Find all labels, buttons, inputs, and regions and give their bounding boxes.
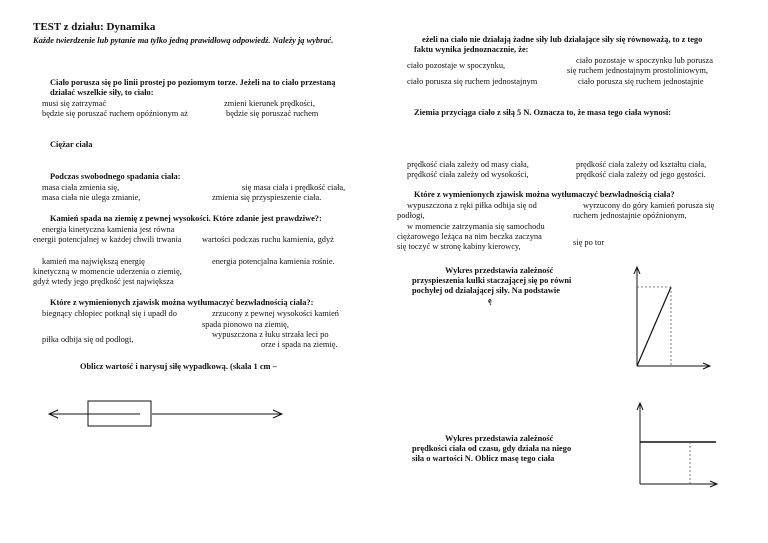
q4-answer-a-line2: energii potencjalnej w każdej chwili trwania	[33, 235, 182, 244]
q5-answer-c-line1[interactable]: piłka odbija się od podłogi,	[42, 335, 134, 344]
q9-answer-a-line1[interactable]: wypuszczona z ręki piłka odbija się od	[407, 201, 537, 210]
q5-answer-b-line1[interactable]: zrzucony z pewnej wysokości kamień	[212, 309, 339, 318]
q2-line1: Ciężar ciała	[50, 140, 93, 149]
graph-acceleration-vs-force	[625, 262, 715, 374]
q1-answer-c[interactable]: będzie się poruszać ruchem opóźnionym aż	[42, 109, 188, 118]
q9-answer-c-line2: ciężarowego leżąca na nim beczka zaczyna	[397, 232, 542, 241]
q3-answer-a[interactable]: masa ciała zmienia się,	[42, 183, 120, 192]
q9-answer-b-line1[interactable]: wyrzucony do góry kamień porusza się	[583, 201, 715, 210]
q9-answer-a-line2: podłogi,	[397, 211, 425, 220]
q5-answer-a-line1[interactable]: biegnący chłopiec potknął się i upadł do	[42, 309, 177, 318]
graph1-line	[637, 287, 671, 366]
q7-line1: eżeli na ciało nie działają żadne siły lub działające siły się równoważą, to z tego	[422, 35, 703, 44]
q3-answer-c[interactable]: masa ciała nie ulega zmianie,	[42, 193, 141, 202]
q7-answer-c[interactable]: ciało porusza się ruchem jednostajnym	[407, 77, 538, 86]
q10-line4: ę	[488, 296, 492, 305]
q7-answer-d[interactable]: ciało porusza się ruchem jednostajnie	[578, 77, 704, 86]
q1-answer-b[interactable]: zmieni kierunek prędkości,	[224, 99, 315, 108]
q3-answer-d[interactable]: zmienia się przyspieszenie ciała.	[212, 193, 322, 202]
q8-answer-a[interactable]: prędkość ciała zależy od masy ciała,	[407, 160, 529, 169]
q4-answer-b-line1[interactable]: wartości podczas ruchu kamienia, gdyż	[202, 235, 334, 244]
q5-answer-d-line1[interactable]: wypuszczona z łuku strzała leci po	[212, 330, 329, 339]
q8-answer-b[interactable]: prędkość ciała zależy od kształtu ciała,	[576, 160, 707, 169]
q5-line1: Które z wymienionych zjawisk można wytłumaczyć bezwładnością ciała?:	[50, 298, 314, 307]
q4-answer-d-line1[interactable]: energia potencjalna kamienia rośnie.	[212, 257, 335, 266]
page-subtitle: Każde twierdzenie lub pytanie ma tylko jedną prawidłową odpowiedź. Należy ją wybrać.	[33, 36, 334, 45]
q9-line1: Które z wymienionych zjawisk można wytłumaczyć bezwładnością ciała?	[414, 190, 675, 199]
q3-answer-b[interactable]: się masa ciała i prędkość ciała,	[242, 183, 346, 192]
q5-answer-d-line2: orze i spada na ziemię.	[261, 340, 338, 349]
q7-answer-b-line1[interactable]: ciało pozostaje w spoczynku lub porusza	[576, 56, 713, 65]
q9-answer-c-line3: się toczyć w stronę kabiny kierowcy,	[397, 242, 521, 251]
q1-answer-d[interactable]: będzie się poruszać ruchem	[226, 109, 319, 118]
q4-answer-c-line3: gdyż wtedy jego prędkość jest największa	[33, 277, 174, 286]
q1-line2: działać wszelkie siły, to ciało:	[50, 88, 154, 97]
q11-line3: siła o wartości N. Oblicz masę tego ciała	[412, 454, 555, 463]
q4-answer-a-line1[interactable]: energia kinetyczna kamienia jest równa	[42, 225, 175, 234]
force-diagram	[40, 392, 290, 436]
q8-line1: Ziemia przyciąga ciało z siłą 5 N. Oznacza to, że masa tego ciała wynosi:	[414, 108, 672, 117]
q8-answer-c[interactable]: prędkość ciała zależy od wysokości,	[407, 170, 529, 179]
q8-answer-d[interactable]: prędkość ciała zależy od jego gęstości.	[576, 170, 706, 179]
q4-answer-c-line2: kinetyczną w momencie uderzenia o ziemię,	[33, 267, 182, 276]
q11-line1: Wykres przedstawia zależność	[445, 434, 554, 443]
graph-velocity-vs-time	[632, 400, 722, 492]
q5-answer-b-line2: spada pionowo na ziemię,	[202, 320, 289, 329]
q6-line1: Oblicz wartość i narysuj siłę wypadkową. (skala 1 cm –	[80, 362, 277, 371]
page-title: TEST z działu: Dynamika	[33, 21, 156, 33]
q9-answer-d-line1[interactable]: się po tor	[573, 238, 605, 247]
q3-line1: Podczas swobodnego spadania ciała:	[50, 172, 181, 181]
q4-answer-c-line1[interactable]: kamień ma największą energię	[42, 257, 145, 266]
q11-line2: prędkości ciała od czasu, gdy działa na niego	[412, 444, 572, 453]
q7-line2: faktu wynika jednoznacznie, że:	[414, 45, 529, 54]
q10-line2: przyspieszenia kulki staczającej się po równi	[412, 276, 572, 285]
q1-answer-a[interactable]: musi się zatrzymać	[42, 99, 107, 108]
q9-answer-c-line1[interactable]: w momencie zatrzymania się samochodu	[407, 222, 545, 231]
q9-answer-b-line2: ruchem jednostajnie opóźnionym,	[573, 211, 687, 220]
q7-answer-a[interactable]: ciało pozostaje w spoczynku,	[407, 61, 506, 70]
q1-line1: Ciało porusza się po linii prostej po poziomym torze. Jeżeli na to ciało przestaną	[50, 78, 336, 87]
q10-line3: pochyłej od działającej siły. Na podstawie	[412, 286, 560, 295]
q4-line1: Kamień spada na ziemię z pewnej wysokości. Które zdanie jest prawdziwe?:	[50, 214, 322, 223]
q7-answer-b-line2: się ruchem jednostajnym prostoliniowym,	[567, 66, 708, 75]
q10-line1: Wykres przedstawia zależność	[445, 266, 554, 275]
